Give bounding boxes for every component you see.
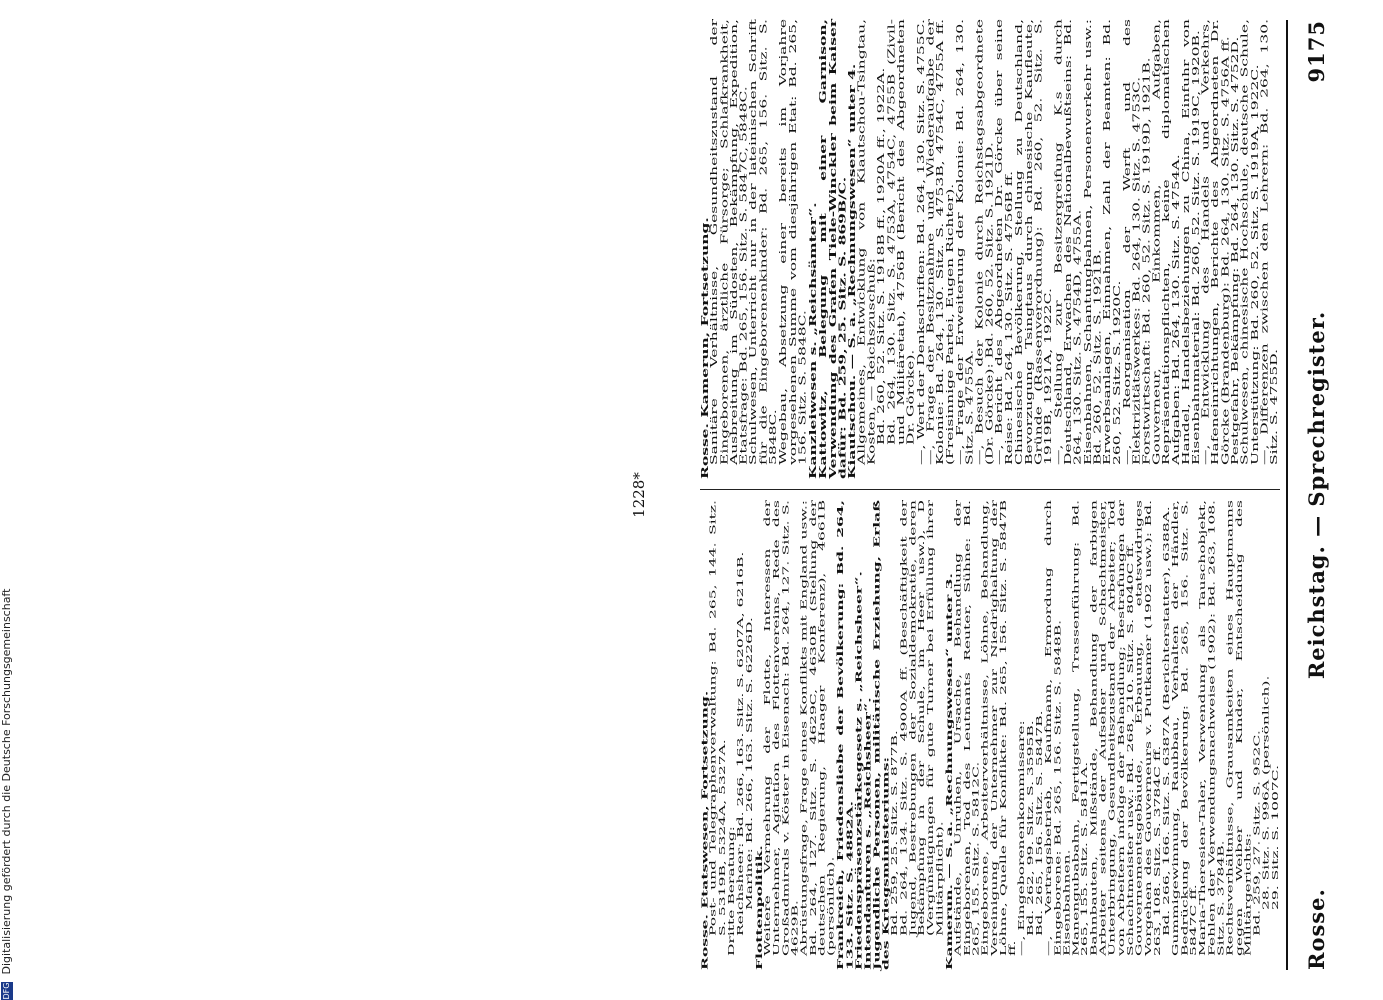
register-entry: —, Eingeborenenkommissare:: [1016, 720, 1027, 956]
right-column-text: [699, 13, 1280, 479]
register-entry: Wegebau, Absetzung einer bereits im Vorjahre vorgesehenen Summe vom diesjährigen Etat: Bd. 265, 156. Sitz. S. 5848C.: [778, 14, 808, 465]
page-number: 9175: [1304, 20, 1329, 83]
register-entry: Intendanturen s. „Reichsheer“.: [862, 697, 873, 970]
left-column: [699, 494, 1280, 970]
register-entry: —, Entwicklung des Handels und Verkehrs, Hafeneinrichtungen, Berichte des Abgeordneten Dr. Görcke (Brandenburg): Bd. 264, 130. Sitz. S. 4756A ff.: [1200, 14, 1231, 465]
register-entry: Eingeborene, Arbeiterverhältnisse, Löhne, Behandlung, Vereinigung der Unternehmer zur Niedrighaltung der Löhne, Quelle für Konflikte: Bd. 265, 156. Sitz. S. 5847B ff.: [980, 495, 1018, 956]
register-entry: Forstwirtschaft: Bd. 260, 52. Sitz. S. 1919D, 1921B.: [1141, 57, 1152, 465]
register-entry: Eisenbahnen.: [1061, 849, 1072, 956]
digitization-text: Digitalisierung gefördert durch die Deutsche Forschungsgemeinschaft: [0, 588, 13, 975]
register-entry: 28. Sitz. S. 996A (persönlich).: [1261, 675, 1271, 910]
left-column-text: [699, 494, 1280, 970]
register-entry: Bd. 266, 166. Sitz. S. 6387A (Berichterstatter), 6388A.: [1161, 506, 1172, 936]
register-entry: —, Frage der Besitznahme und Wiederaufgabe der Kolonie: Bd. 264, 130. Sitz. S. 4753B, 4754C, 4755A ff. (Freisinnige Partei, Eugen Richter).: [925, 14, 956, 465]
register-entry: Schulwesen, chinesische Hochschule, deutsche Schule, Unterstützung: Bd. 260, 52. Sitz. S. 1919A, 1922C.: [1239, 14, 1260, 465]
register-entry: Rechtsverhältnisse, Grausamkeiten eines Hauptmanns gegen Weiber und Kinder, Entscheidung des Militärgerichts:: [1225, 495, 1253, 956]
register-entry: Chinesische Bevölkerung, Stellung zu Deutschland, Bevorzugung Tsingtaus durch chinesische Kaufleute, Gründe (Rassenverordnung): Bd. 260, 52. Sitz. S. 1919B, 1921A, 1922C.: [1013, 14, 1054, 465]
register-entry: Pestgefahr, Bekämpfung: Bd. 264, 130. Sitz. S. 4752D.: [1230, 36, 1241, 465]
register-entry: Friedenspräsenzstärkegesetz s. „Reichsheer“.: [853, 571, 864, 970]
register-entry: Dritte Beratung:: [726, 826, 737, 956]
register-entry: Sanitäre Verhältnisse, Gesundheitszustand der Eingeborenen, ärztliche Fürsorge; Schlafkrankheit, Ausbreitung im Südosten, Bekämpfung, Expedition, Etatsfrage: Bd. 265, 156. Sitz. S. 5847C, 5848C.: [709, 14, 749, 465]
register-entry: Reichsheer: Bd. 266, 163. Sitz. S. 6207A, 6216B.: [735, 551, 746, 936]
register-entry: Bd. 260, 52. Sitz. S. 1918B ff., 1920A ff., 1922A.: [876, 67, 887, 445]
register-entry: Jugendliche Personen, militärische Erziehung, Erlaß des Kriegsministeriums:: [871, 494, 891, 970]
page-footer: [620, 20, 660, 970]
register-entry: Kattowitz, Belegung mit einer Garnison, Verwendung des Grafen Tiele-Winckler beim Kaiser dafür: Bd. 259, 25. Sitz. S. 869B/C.: [817, 13, 848, 479]
register-entry: Maria-Theresien-Taler, Verwendung als Tauschobjekt, Fehlen der Verwendungsnachweise (1902): Bd. 263, 108. Sitz. S. 3784B.: [1197, 495, 1226, 956]
register-entry: Bahnbauten, Mißstände, Behandlung der farbigen Arbeiter seitens der Aufseher und Schachtmeister, Unterbringung, Gesundheitszustand der Arbeiter; Tod von Arbeitern infolge der Behandlung; Bestrafungen der Schachtmeister usw.: Bd. 268, 210. Sitz. S. 8040C ff.: [1089, 495, 1135, 956]
register-entry: Kiautschou. — S. a. „Rechnungswesen“ unter 4.: [846, 63, 858, 479]
register-entry: Kamerun. — S. a. „Rechnungswesen“ unter 3.: [944, 573, 955, 970]
register-entry: Weitere Vermehrung der Flotte, Interessen der Unternehmer, Agitation des Flottenvereins, Rede des Großadmirals v. Köster in Eisenach: Bd. 264, 127. Sitz. S. 4629B.: [762, 495, 800, 956]
register-entry: Schulwesen, Unterricht nur in der lateinischen Schrift für die Eingeborenenkinder: Bd. 265, 156. Sitz. S. 5848C.: [748, 14, 779, 465]
register-entry: Bd. 259, 25. Sitz. S. 877B.: [889, 730, 900, 936]
dfg-logo: DFG: [2, 982, 11, 1000]
register-entry: Bd. 259, 27. Sitz. S. 952C.: [1252, 730, 1262, 936]
digitization-note: [0, 0, 16, 1000]
register-entry: —, Differenzen zwischen den Lehrern: Bd. 264, 130. Sitz. S. 4755D.: [1259, 14, 1280, 465]
register-entry: Handel, Handelsbeziehungen zu China, Einfuhr von Eisenbahnmaterial: Bd. 260, 52. Sitz. S. 1919C, 1920B.: [1180, 14, 1201, 465]
register-entry: —, Frage der Erweiterung der Kolonie: Bd. 264, 130. Sitz. S. 4755A.: [954, 14, 975, 465]
register-entry: —, Wert der Denkschriften: Bd. 264, 130. Sitz. S. 4755C.: [915, 19, 926, 465]
register-entry: Gouvernementsgebäude, Erbauung, etatswidriges Vorgehen des Gouverneurs v. Puttkamer (1902 usw.): Bd. 263, 108. Sitz. S. 3784C ff.: [1134, 495, 1163, 956]
register-entry: —, Reorganisation der Werft und des Elektrizitätswerkes: Bd. 264, 130. Sitz. S. 4753C.: [1121, 14, 1142, 465]
register-entry: Bd. 262, 99. Sitz. S. 3595B.: [1025, 720, 1036, 936]
register-entry: Manengubabahn, Fertigstellung, Trassenführung: Bd. 265, 155. Sitz. S. 5811A.: [1071, 495, 1090, 956]
register-entry: Bd. 264, 130. Sitz. S. 4753A, 4754C, 4755B (Zivil- und Militäretat), 4756B (Bericht des Abgeordneten Dr. Görcke).: [886, 14, 916, 445]
register-entry: Kanzleiwesen s. „Reichsämter“.: [807, 202, 819, 479]
header-keyword: Rosse.: [1304, 888, 1329, 970]
running-title: Reichstag. — Sprechregister.: [1304, 310, 1329, 680]
right-column: [699, 13, 1280, 490]
register-entry: Bd. 264, 134. Sitz. S. 4900A ff. (Beschäftigkeit der Jugend, Bestrebungen der Sozialdemokratie, deren Bekämpfung in der Schule, im Heer usw.), D (Vergünstigungen für gute Turner bei Erfüllung ihrer Militärpflicht).: [898, 495, 945, 936]
register-entry: Eisenbahnen, Schantungbahnen, Personenverkehr usw.: Bd. 260, 52. Sitz. S. 1921B.: [1082, 14, 1103, 465]
header-rule: [1286, 20, 1288, 970]
register-entry: Flottenpolitik.: [753, 845, 764, 970]
register-entry: Bd. 265, 156. Sitz. S. 5847B.: [1034, 710, 1045, 936]
page-header: [1290, 20, 1350, 970]
register-entry: —, Besuch der Kolonie durch Reichstagsabgeordnete (Dr. Görcke): Bd. 260, 52. Sitz. S. 1921D.: [974, 14, 995, 465]
register-entry: Allgemeines, Entwicklung von Kiautschou-Tsingtau, Kosten, — Reichszuschuß:: [856, 14, 877, 465]
register-entry: Frankreich, Friedensliebe der Bevölkerung: Bd. 264, 133. Sitz. S. 4882A.: [835, 494, 855, 970]
page-mark: 1228*: [630, 472, 648, 518]
register-entry: Rosse. Kamerun, Fortsetzung.: [699, 217, 711, 479]
register-entry: —, Bericht des Abgeordneten Dr. Görcke über seine Reise: Bd. 264, 130. Sitz. S. 4756B ff.: [994, 14, 1015, 465]
register-entry: Gummigewinnung, Raubbau, Verhalten der Händler, Bedrückung der Bevölkerung: Bd. 265, 156. Sitz. S. 5847C ff.: [1170, 495, 1199, 956]
register-entry: Post- und Telegraphenverwaltung: Bd. 265, 144. Sitz. S. 5319B, 5324A, 5327A.: [708, 495, 728, 936]
register-entry: —, Vertragsbetrieb, Kaufmann, Ermordung durch Eingeborene: Bd. 265, 156. Sitz. S. 5848B.: [1043, 495, 1063, 956]
register-entry: Aufstände, Unruhen, Ursache, Behandlung der Eingeborenen, Tod des Leutnants Reuter, Sühne: Bd. 265, 155. Sitz. S. 5812C.: [953, 495, 981, 956]
register-entry: Marine: Bd. 266, 163. Sitz. S. 6226D.: [744, 617, 755, 910]
register-entry: Rosse. Etatswesen, Fortsetzung.: [699, 690, 710, 970]
register-entry: Erwerbsanlagen, Einnahmen, Zahl der Beamten: Bd. 260, 52. Sitz. S. 1920C.: [1102, 14, 1123, 465]
register-entry: —, Stellung zur Besitzergreifung K.s durch Deutschland, Erwachen des Nationalbewußtseins: Bd. 264, 130. Sitz. S. 4754D, 4755A.: [1053, 14, 1084, 465]
register-entry: Abrüstungsfrage, Frage eines Konflikts mit England usw.: Bd. 264, 127. Sitz. S. 4629C, 4630B (Stellung der deutschen Regierung, Haager Konferenz), 4661B (persönlich).: [799, 495, 836, 956]
register-entry: Gouverneur, Einkommen, Aufgaben, Repräsentationspflichten, keine diplomatischen Aufgaben: Bd. 264, 130. Sitz. S. 4754A.: [1151, 14, 1182, 465]
register-entry: 29. Sitz. S. 1007C.: [1270, 764, 1280, 910]
